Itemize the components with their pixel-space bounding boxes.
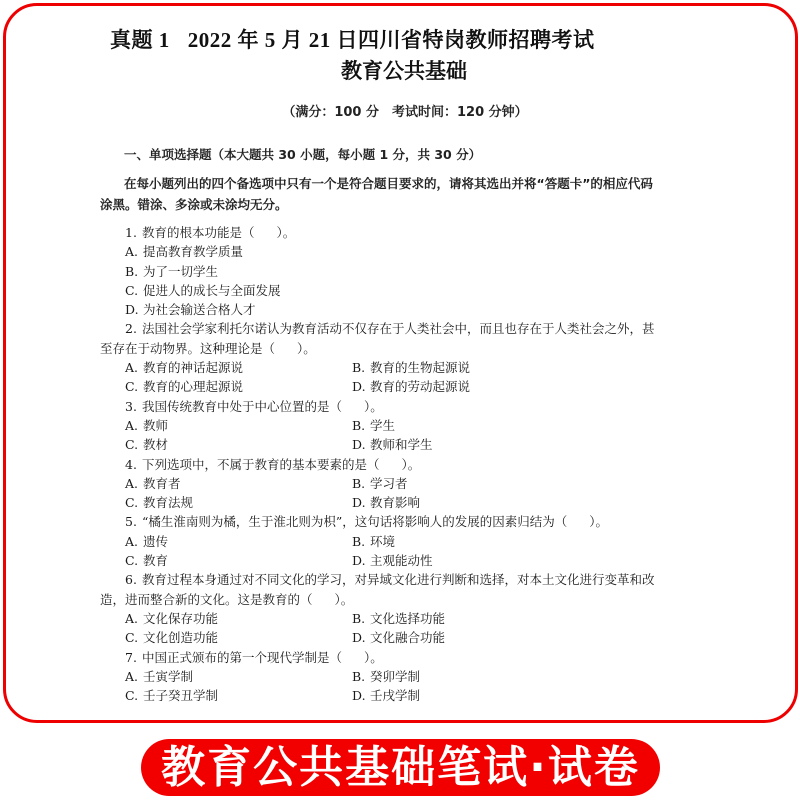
option-letter: D.: [352, 553, 366, 569]
option-text: 主观能动性: [370, 553, 433, 569]
option-d: [352, 686, 420, 705]
question-text-end: ）。: [297, 340, 316, 356]
section-heading: 一、单项选择题（本大题共 30 小题，每小题 1 分，共 30 分）: [124, 147, 482, 162]
option-letter: C.: [125, 495, 139, 511]
question-item: [100, 648, 660, 706]
option-b: [352, 609, 445, 628]
option-letter: D.: [352, 688, 366, 704]
question-stem: [100, 319, 660, 358]
title-text: 2022 年 5 月 21 日四川省特岗教师招聘考试: [187, 28, 595, 52]
question-number: 2.: [125, 321, 137, 337]
option-c: [100, 493, 352, 512]
option-text: 为了一切学生: [143, 263, 219, 279]
question-text: 我国传统教育中处于中心位置的是（: [141, 398, 342, 414]
option-letter: C.: [125, 282, 139, 298]
option-letter: A.: [125, 360, 139, 376]
question-item: [100, 570, 660, 647]
option-a: [100, 416, 352, 435]
option-b: [352, 358, 470, 377]
option-a: [100, 474, 352, 493]
option-letter: A.: [125, 244, 139, 260]
option-d: [100, 300, 256, 319]
option-row: [100, 416, 660, 435]
option-letter: B.: [352, 610, 366, 626]
question-number: 4.: [125, 456, 137, 472]
option-row: [100, 532, 660, 551]
option-letter: B.: [352, 533, 366, 549]
title-label: 真题 1: [110, 28, 170, 52]
option-text: 教育: [143, 553, 169, 569]
option-d: [352, 551, 433, 570]
option-b: [352, 474, 408, 493]
option-text: 教育的神话起源说: [143, 360, 244, 376]
option-row: [100, 474, 660, 493]
option-c: [100, 628, 352, 647]
question-text-end: ）。: [276, 225, 296, 240]
option-letter: D.: [352, 379, 366, 395]
option-letter: D.: [352, 495, 366, 511]
option-b: [100, 262, 218, 281]
option-text: 环境: [370, 533, 396, 549]
document-title-line1: [110, 24, 595, 54]
option-text: 提高教育教学质量: [143, 244, 244, 260]
question-text-end: ）。: [334, 591, 354, 607]
option-row: [100, 435, 660, 454]
option-text: 学生: [370, 417, 396, 433]
option-letter: B.: [125, 263, 139, 279]
question-text-end: ）。: [401, 456, 421, 472]
option-c: [100, 377, 352, 396]
option-letter: D.: [125, 302, 139, 318]
option-row: [100, 377, 660, 396]
question-text-end: ）。: [363, 398, 383, 414]
option-letter: B.: [352, 417, 366, 433]
option-text: 学习者: [370, 475, 408, 491]
question-item: [100, 455, 660, 513]
question-stem: [100, 397, 660, 416]
option-letter: B.: [352, 475, 366, 491]
option-row: [100, 262, 660, 281]
option-text: 教育法规: [143, 495, 194, 511]
question-number: 6.: [125, 572, 137, 588]
option-d: [352, 377, 470, 396]
option-letter: D.: [352, 630, 366, 646]
option-text: 遗传: [143, 533, 169, 549]
question-item: [100, 223, 660, 319]
option-letter: A.: [125, 475, 139, 491]
option-letter: A.: [125, 668, 139, 684]
option-letter: C.: [125, 437, 139, 453]
option-row: [100, 628, 660, 647]
option-text: 文化保存功能: [143, 610, 219, 626]
question-text: 教育过程本身通过对不同文化的学习，对异域文化进行判断和选择，对本土文化进行变革和改造，进而整合新的文化。这是教育的（: [100, 572, 655, 607]
document-title-line2: 教育公共基础: [341, 59, 467, 83]
option-text: 教育者: [143, 475, 181, 491]
option-letter: D.: [352, 437, 366, 453]
option-row: [100, 493, 660, 512]
option-row: [100, 242, 660, 261]
option-d: [352, 493, 420, 512]
option-letter: C.: [125, 379, 139, 395]
option-a: [100, 358, 352, 377]
option-text: 教师和学生: [370, 437, 433, 453]
option-row: [100, 551, 660, 570]
option-row: [100, 609, 660, 628]
question-number: 1.: [125, 225, 137, 240]
question-stem: [100, 648, 660, 667]
question-text: 法国社会学家利托尔诺认为教育活动不仅存在于人类社会中，而且也存在于人类社会之外，甚至存在于动物界。这种理论是（: [100, 321, 655, 356]
question-text: 中国正式颁布的第一个现代学制是（: [141, 649, 342, 665]
question-number: 3.: [125, 398, 137, 414]
option-text: 教育的生物起源说: [370, 360, 471, 376]
option-a: [100, 242, 243, 261]
option-text: 文化选择功能: [370, 610, 446, 626]
option-text: 教育影响: [370, 495, 421, 511]
option-text: 壬戌学制: [370, 688, 421, 704]
question-number: 7.: [125, 649, 137, 665]
option-d: [352, 435, 433, 454]
option-row: [100, 667, 660, 686]
option-a: [100, 667, 352, 686]
question-text: 下列选项中，不属于教育的基本要素的是（: [141, 456, 380, 472]
question-stem: [100, 512, 660, 531]
option-letter: C.: [125, 553, 139, 569]
question-item: [100, 319, 660, 396]
option-c: [100, 435, 352, 454]
question-text: 教育的根本功能是（: [141, 225, 255, 240]
option-letter: A.: [125, 417, 139, 433]
option-a: [100, 532, 352, 551]
option-d: [352, 628, 445, 647]
option-b: [352, 667, 420, 686]
option-row: [100, 358, 660, 377]
option-text: 为社会输送合格人才: [143, 302, 256, 318]
option-letter: C.: [125, 630, 139, 646]
question-item: [100, 512, 660, 570]
option-letter: A.: [125, 533, 139, 549]
option-letter: B.: [352, 668, 366, 684]
option-text: 文化创造功能: [143, 630, 219, 646]
option-text: 教材: [143, 437, 169, 453]
option-letter: A.: [125, 610, 139, 626]
option-b: [352, 416, 395, 435]
option-text: 教师: [143, 417, 169, 433]
option-row: [100, 300, 660, 319]
question-list: [100, 223, 660, 705]
question-item: [100, 397, 660, 455]
question-stem: [100, 455, 660, 474]
option-text: 促进人的成长与全面发展: [143, 282, 281, 298]
option-letter: C.: [125, 688, 139, 704]
option-text: 教育的心理起源说: [143, 379, 244, 395]
exam-meta: （满分：100 分 考试时间：120 分钟）: [282, 105, 528, 120]
option-c: [100, 281, 281, 300]
footer-banner: 教育公共基础笔试·试卷: [141, 739, 660, 796]
option-text: 文化融合功能: [370, 630, 446, 646]
question-number: 5.: [125, 514, 137, 530]
option-a: [100, 609, 352, 628]
option-text: 壬寅学制: [143, 668, 194, 684]
option-c: [100, 686, 352, 705]
option-text: 壬子癸丑学制: [143, 688, 219, 704]
option-row: [100, 281, 660, 300]
question-text-end: ）。: [589, 514, 608, 530]
option-text: 教育的劳动起源说: [370, 379, 471, 395]
option-row: [100, 686, 660, 705]
option-letter: B.: [352, 360, 366, 376]
option-text: 癸卯学制: [370, 668, 421, 684]
option-c: [100, 551, 352, 570]
option-b: [352, 532, 395, 551]
instructions: 在每小题列出的四个备选项中只有一个是符合题目要求的，请将其选出并将“答题卡”的相应代码涂黑。错涂、多涂或未涂均无分。: [100, 176, 653, 212]
question-text-end: ）。: [363, 649, 383, 665]
question-stem: [100, 223, 660, 242]
question-stem: [100, 570, 660, 609]
question-text: “橘生淮南则为橘，生于淮北则为枳”，这句话将影响人的发展的因素归结为（: [141, 514, 568, 530]
